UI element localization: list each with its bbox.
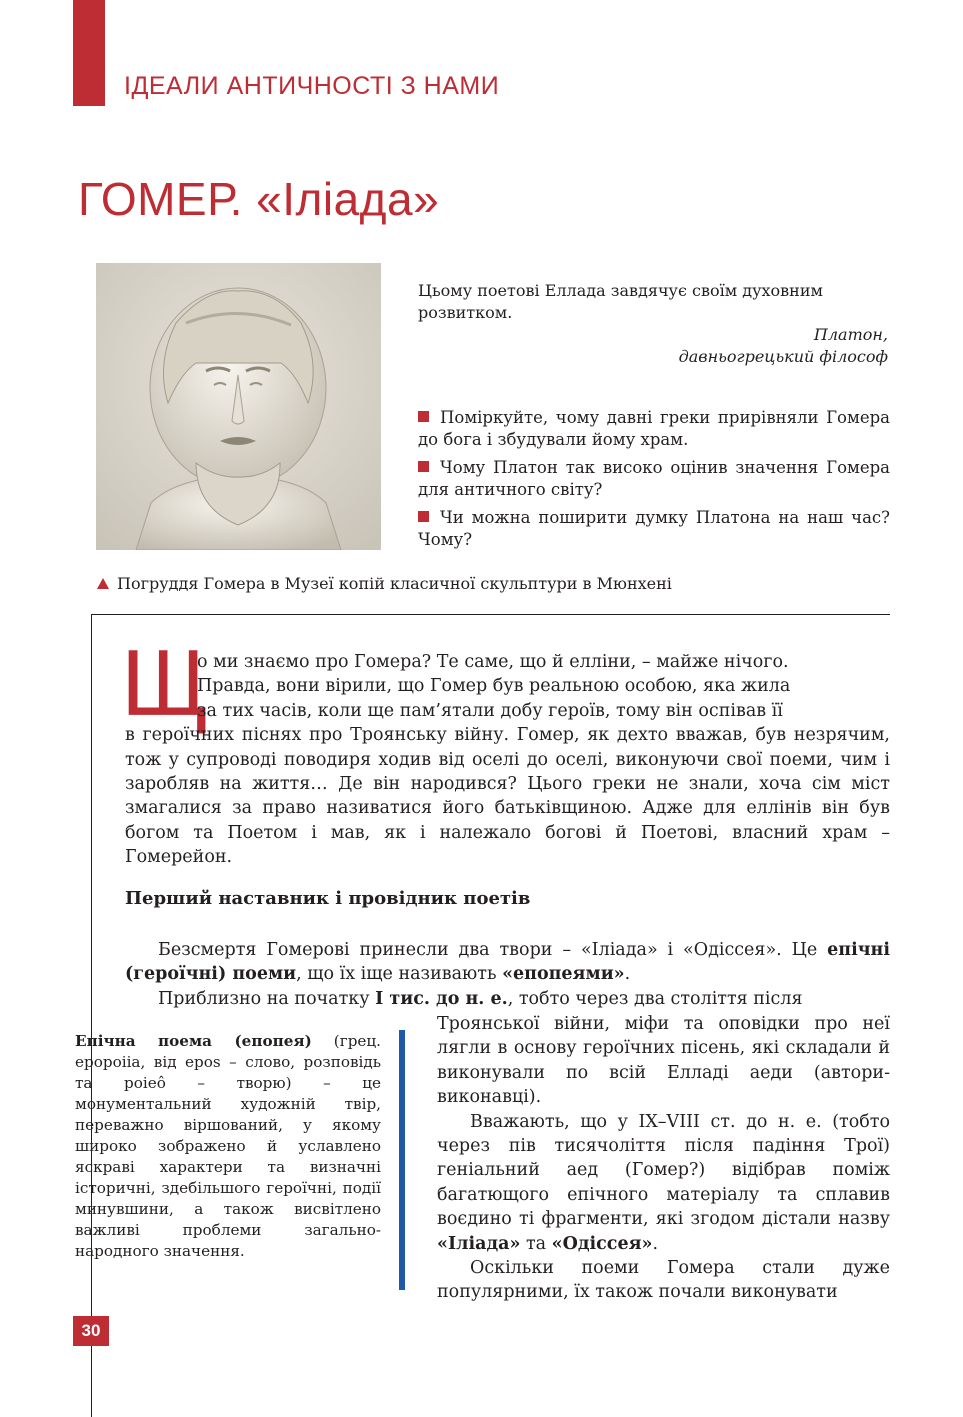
epigraph xyxy=(418,280,888,368)
homer-bust-image xyxy=(96,263,381,550)
epigraph-text: Цьому поетові Еллада завдячує своїм духовним розвитком. xyxy=(418,281,823,322)
section-title: ІДЕАЛИ АНТИЧНОСТІ З НАМИ xyxy=(124,72,500,100)
square-bullet-icon xyxy=(418,461,429,472)
intro-line: Правда, вони вірили, що Гомер був реальною особою, яка жила xyxy=(197,676,791,697)
intro-paragraph xyxy=(125,650,890,870)
header-accent-bar xyxy=(73,0,105,106)
term-iliad: «Іліада» xyxy=(437,1233,521,1254)
definition-sidebar xyxy=(75,1031,381,1262)
epigraph-author: Платон, xyxy=(813,325,888,344)
question-item: Поміркуйте, чому давні греки прирівняли Гомера до бога і збудували йому храм. xyxy=(418,408,890,449)
sidebar-accent-line xyxy=(399,1030,405,1290)
term-odyssey: «Одіссея» xyxy=(551,1233,653,1254)
term-first-millennium: I тис. до н. е. xyxy=(375,989,508,1009)
intro-line: за тих часів, коли ще пам’ятали добу героїв, тому він оспівав її xyxy=(197,700,783,721)
intro-line: о ми знаємо про Гомера? Те саме, що й елліни, – майже нічого. xyxy=(197,652,789,672)
paragraph-first-millennium: Приблизно на початку I тис. до н. е., тобто через два століття після xyxy=(158,989,803,1009)
right-column-text xyxy=(437,1012,890,1305)
image-caption: Погруддя Гомера в Музеї копій класичної скульптури в Мюнхені xyxy=(97,574,672,593)
epigraph-author-role: давньогрецький філософ xyxy=(678,347,888,366)
drop-cap: Щ xyxy=(121,630,210,735)
subheading: Перший наставник і провідник поетів xyxy=(125,888,531,909)
question-item: Чому Платон так високо оцінив значення Гомера для античного світу? xyxy=(418,458,890,499)
paragraph-aed: Вважають, що у IX–VIII ст. до н. е. (тобто через пів тисячоліття після падіння Трої) геніальний аед (Гомер?) відібрав поміж багатющого епічного матеріалу та сплавив воєдино ті фрагменти, які згодом дістали назву «Іліада» та «Одіссея». xyxy=(437,1111,890,1254)
term-epic-poems: епічні (героїчні) поеми xyxy=(125,940,890,985)
page-number: 30 xyxy=(73,1316,109,1346)
definition-text: (грец. epopoiia, від epos – слово, розповідь та poieô – творю) – це монументальний художній твір, переважно віршований, у якому широко зображено й уславлено яскраві характери та визначні історичні, здебільшого героїчні, події минувшини, а також висвітлено важливі проблеми загальнонародного значення. xyxy=(75,1032,381,1260)
paragraph-two-works: Безсмертя Гомерові принесли два твори – «Іліада» і «Одіссея». Це епічні (героїчні) поеми, що їх іще називають «епопеями». xyxy=(125,940,890,985)
paragraph-continuation: Троянської війни, міфи та оповідки про неї лягли в основу героїчних пісень, які складали й виконували по всій Елладі аеди (автори-виконавці). xyxy=(437,1014,890,1108)
divider-horizontal xyxy=(92,614,890,615)
definition-term: Епічна поема (епопея) xyxy=(75,1032,312,1050)
question-list xyxy=(418,407,890,557)
paragraph-popularity: Оскільки поеми Гомера стали дуже популярними, їх також почали виконувати xyxy=(437,1258,890,1303)
question-item: Чи можна поширити думку Платона на наш час? Чому? xyxy=(418,508,890,549)
triangle-up-icon xyxy=(97,578,109,589)
intro-line: в героїчних піснях про Троянську війну. Гомер, як дехто вважав, був незрячим, тож у супроводі поводиря ходив від оселі до оселі, виконуючи свої поеми, чим і заробляв на життя… Де він народився? Цього греки не знали, хоча сім міст змагалися за право називатися його батьківщиною. Адже для еллінів він був богом та Поетом і мав, як і належало богові й Поетові, власний храм – Гомерейон. xyxy=(125,725,890,868)
page-title: ГОМЕР. «Іліада» xyxy=(78,173,440,225)
square-bullet-icon xyxy=(418,411,429,422)
square-bullet-icon xyxy=(418,511,429,522)
divider-vertical xyxy=(91,614,92,1417)
term-epopeias: «епопеями» xyxy=(502,964,625,985)
